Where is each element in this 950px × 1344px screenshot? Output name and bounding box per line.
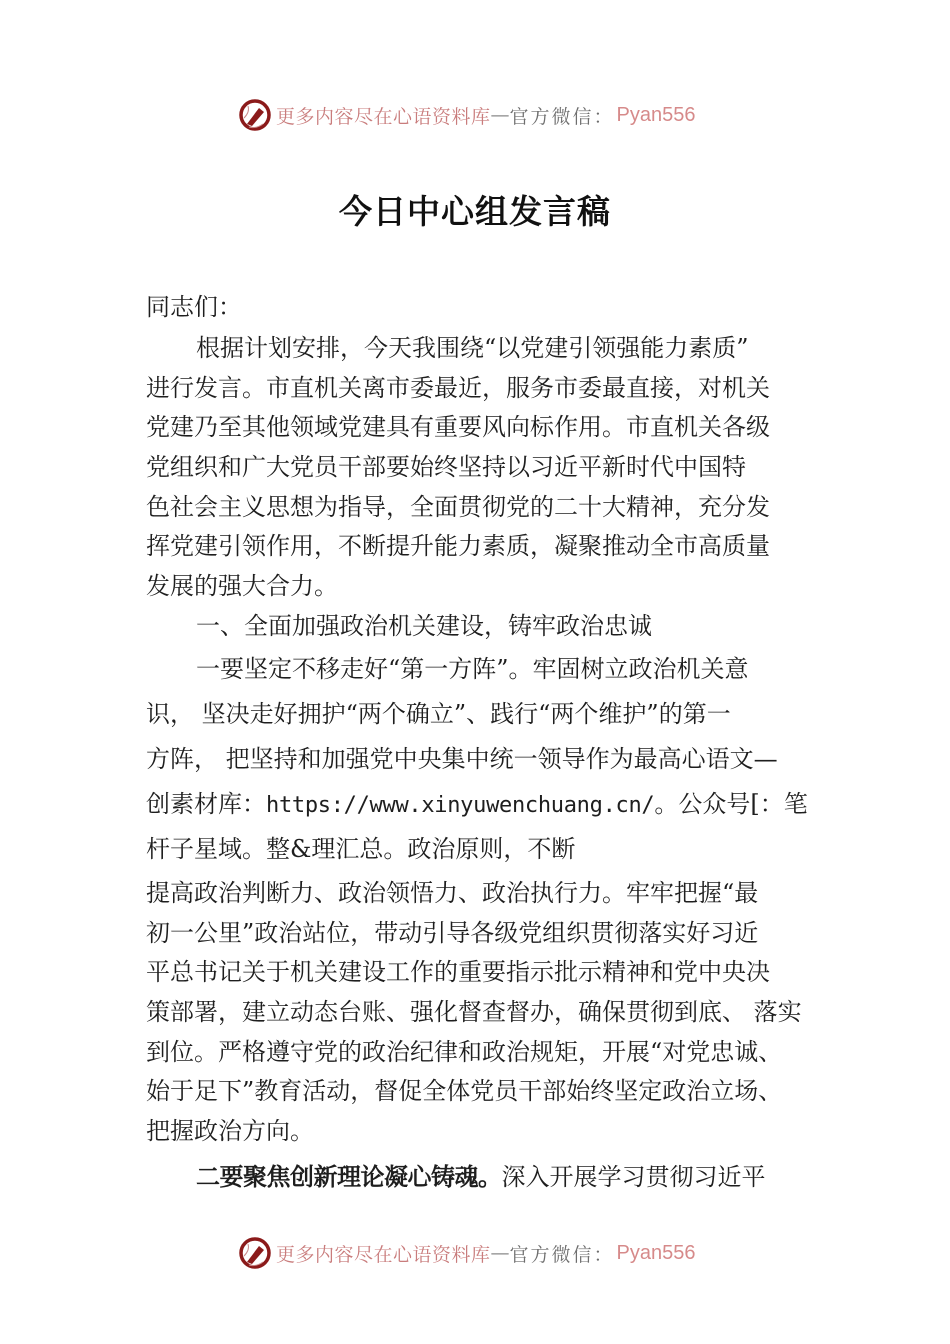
paragraph-line: 党建乃至其他领域党建具有重要风向标作用。市直机关各级 <box>146 413 770 441</box>
point-two-text: 深入开展学习贯彻习近平 <box>501 1163 766 1191</box>
watermark-dash: — <box>490 104 510 126</box>
watermark-library-text: 更多内容尽在心语资料库 <box>276 105 491 128</box>
paragraph-line: 识， 坚决走好拥护“两个确立”、践行“两个维护”的第一 <box>146 700 731 728</box>
paragraph-line: 把握政治方向。 <box>146 1117 314 1145</box>
header-watermark <box>238 95 696 135</box>
paragraph-line: 挥党建引领作用，不断提升能力素质，凝聚推动全市高质量 <box>146 532 770 560</box>
paragraph-line: 方阵， 把坚持和加强党中央集中统一领导作为最高心语文— <box>146 745 778 773</box>
watermark-library-text: 更多内容尽在心语资料库 <box>276 1243 491 1266</box>
point-two-lead: 二要聚焦创新理论凝心铸魂。 <box>196 1163 502 1191</box>
point-two-line <box>196 1162 766 1192</box>
paragraph-line: 党组织和广大党员干部要始终坚持以习近平新时代中国特 <box>146 453 746 481</box>
document-title: 今日中心组发言稿 <box>339 192 611 231</box>
paragraph-line: 到位。严格遵守党的政治纪律和政治规矩，开展“对党忠诚、 <box>146 1038 783 1066</box>
source-url: https://www.xinyuwenchuang.cn/ <box>266 793 655 818</box>
paragraph-line: 色社会主义思想为指导，全面贯彻党的二十大精神，充分发 <box>146 493 770 521</box>
account-text: 。公众号[：笔 <box>654 790 808 818</box>
paragraph-line-with-url <box>146 789 808 819</box>
quill-pen-logo-icon <box>238 98 272 132</box>
section-heading: 一、全面加强政治机关建设，铸牢政治忠诚 <box>196 612 652 640</box>
watermark-dash: — <box>490 1242 510 1264</box>
quill-pen-logo-icon <box>238 1236 272 1270</box>
footer-watermark <box>238 1233 696 1273</box>
paragraph-line: 提高政治判断力、政治领悟力、政治执行力。牢牢把握“最 <box>146 879 759 907</box>
paragraph-line: 初一公里”政治站位，带动引导各级党组织贯彻落实好习近 <box>146 919 759 947</box>
source-label: 创素材库： <box>146 790 266 818</box>
watermark-wechat-id: Pyan556 <box>616 1241 696 1264</box>
paragraph-line: 平总书记关于机关建设工作的重要指示批示精神和党中央决 <box>146 958 770 986</box>
paragraph-line: 策部署，建立动态台账、强化督查督办，确保贯彻到底、 落实 <box>146 998 802 1026</box>
paragraph-line: 进行发言。市直机关离市委最近，服务市委最直接，对机关 <box>146 374 770 402</box>
watermark-wechat-id: Pyan556 <box>616 103 696 126</box>
watermark-wechat-label: 官方微信： <box>509 1243 615 1266</box>
watermark-wechat-label: 官方微信： <box>509 105 615 128</box>
paragraph-line: 发展的强大合力。 <box>146 572 338 600</box>
paragraph-line: 杆子星域。整&理汇总。政治原则，不断 <box>146 835 576 863</box>
salutation: 同志们： <box>146 293 242 321</box>
paragraph-line: 根据计划安排，今天我围绕“以党建引领强能力素质” <box>196 334 749 362</box>
paragraph-line: 始于足下”教育活动，督促全体党员干部始终坚定政治立场、 <box>146 1077 783 1105</box>
paragraph-line: 一要坚定不移走好“第一方阵”。牢固树立政治机关意 <box>196 655 749 683</box>
